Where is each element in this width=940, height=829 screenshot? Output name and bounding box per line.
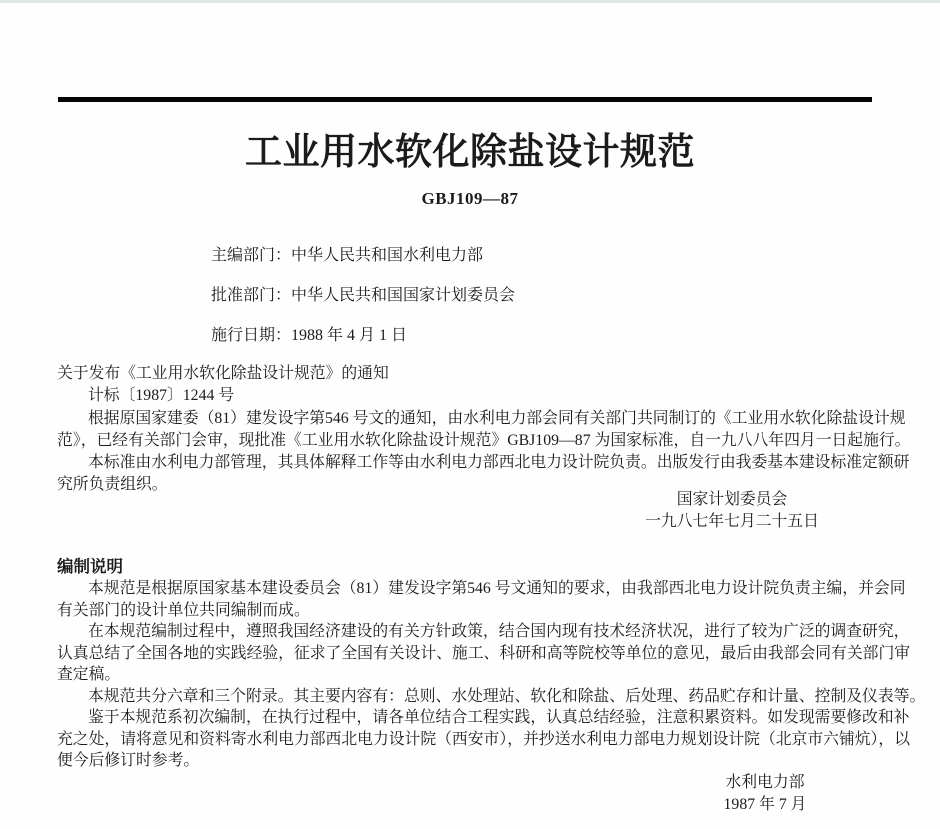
standard-code: GBJ109—87 <box>421 189 519 208</box>
notice-doc-number-line: 计标〔1987〕1244 号 <box>88 387 235 405</box>
compilation-body-line: 充之处，请将意见和资料寄水利电力部西北电力设计院（西安市），并抄送水利电力部电力规划设计院（北京市六铺炕），以 <box>57 730 911 748</box>
compilation-notes-section <box>57 557 926 816</box>
notice-signature-date: 一九八七年七月二十五日 <box>645 513 819 531</box>
compilation-body-line: 在本规范编制过程中，遵照我国经济建设的有关方针政策，结合国内现有技术经济状况，进行了较为广泛的调查研究， <box>88 623 910 640</box>
notice-signature-org: 国家计划委员会 <box>676 490 788 508</box>
compilation-body-line: 本规范共分六章和三个附录。其主要内容有：总则、水处理站、软化和除盐、后处理、药品贮存和计量、控制及仪表等。 <box>88 687 926 705</box>
compilation-body-line: 查定稿。 <box>57 666 121 683</box>
compilation-signature-date: 1987 年 7 月 <box>723 795 807 813</box>
meta-effective-date: 施行日期：1988 年 4 月 1 日 <box>211 327 408 344</box>
meta-block <box>211 247 515 367</box>
notice-title-line: 关于发布《工业用水软化除盐设计规范》的通知 <box>57 365 389 382</box>
notice-body-line: 根据原国家建委（81）建发设字第546 号文的通知，由水利电力部会同有关部门共同制订的《工业用水软化除盐设计规 <box>88 409 906 427</box>
meta-chief-editing-department: 主编部门：中华人民共和国水利电力部 <box>211 247 484 264</box>
top-edge-line <box>0 0 940 3</box>
notice-body-line: 本标准由水利电力部管理，其具体解释工作等由水利电力部西北电力设计院负责。出版发行由我委基本建设标准定额研 <box>88 454 910 472</box>
compilation-body-line: 认真总结了全国各地的实践经验，征求了全国有关设计、施工、科研和高等院校等单位的意见，最后由我部会同有关部门审 <box>57 644 911 662</box>
compilation-body-line: 本规范是根据原国家基本建设委员会（81）建发设字第546 号文通知的要求，由我部西北电力设计院负责主编，并会同 <box>88 580 906 597</box>
title-divider-rule <box>58 97 872 102</box>
compilation-signature-org: 水利电力部 <box>725 773 805 791</box>
compilation-signature <box>620 772 910 817</box>
notice-body-line: 范》，已经有关部门会审，现批准《工业用水软化除盐设计规范》GBJ109—87 为国家标准，自一九八八年四月一日起施行。 <box>57 431 911 449</box>
compilation-body-line: 鉴于本规范系初次编制，在执行过程中，请各单位结合工程实践，认真总结经验，注意积累资料。如发现需要修改和补 <box>88 709 910 726</box>
page-title: 工业用水软化除盐设计规范 <box>245 132 695 173</box>
notice-body-line: 究所负责组织。 <box>57 476 168 494</box>
notice-section <box>57 363 911 533</box>
compilation-body-line: 便今后修订时参考。 <box>57 752 200 769</box>
notice-signature <box>567 489 897 534</box>
compilation-body-line: 有关部门的设计单位共同编制而成。 <box>57 601 310 619</box>
meta-approving-department: 批准部门：中华人民共和国国家计划委员会 <box>211 287 516 304</box>
compilation-notes-heading: 编制说明 <box>57 558 123 576</box>
